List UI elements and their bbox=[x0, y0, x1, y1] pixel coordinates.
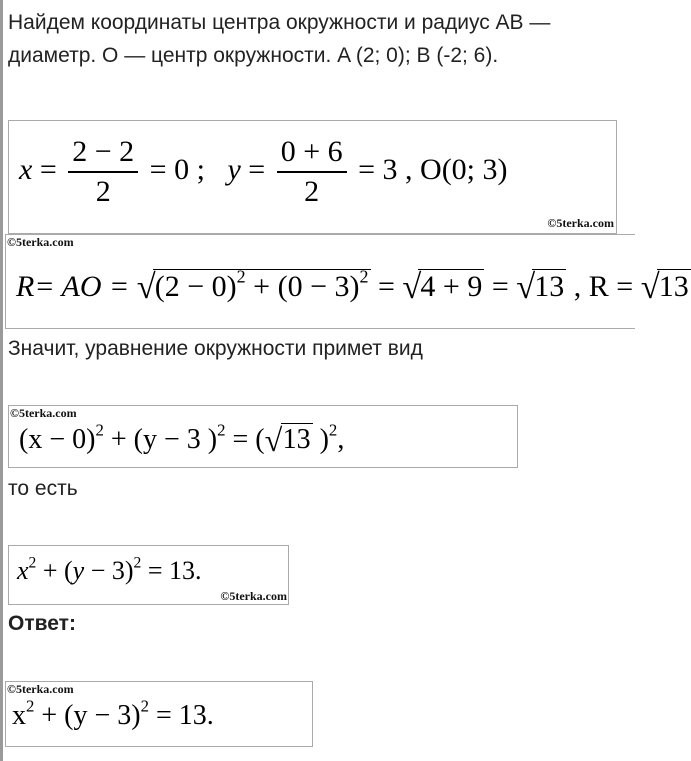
intro-text: Найдем координаты центра окружности и радиус AB — диаметр. O — центр окружности. A (2; 0); B (-2; 6). bbox=[8, 11, 551, 67]
x-term: (x − 0) bbox=[19, 424, 96, 455]
sqrt-thirteen: √ 13 bbox=[264, 421, 311, 458]
y-numerator: 0 + 6 bbox=[280, 135, 343, 168]
radius-formula bbox=[16, 266, 691, 306]
y-result: = 3 , O(0; 3) bbox=[358, 152, 508, 186]
equation-image-center bbox=[8, 120, 617, 234]
circle-equation bbox=[19, 420, 345, 458]
term-a: (2 − 0) bbox=[154, 270, 237, 303]
exponent: 2 bbox=[359, 266, 369, 287]
radical-sign: √ bbox=[402, 267, 422, 306]
result: = 13. bbox=[149, 700, 214, 731]
exponent: 2 bbox=[140, 696, 150, 716]
y-variable: y bbox=[72, 556, 85, 585]
exponent: 2 bbox=[133, 554, 142, 572]
x-numerator: 2 − 2 bbox=[72, 135, 135, 168]
watermark: ©5terka.com bbox=[7, 682, 74, 696]
sqrt-sum: √ 4 + 9 bbox=[402, 267, 483, 306]
radical-sign: √ bbox=[264, 421, 283, 458]
radical-sign: √ bbox=[640, 267, 660, 306]
minus-three: − 3) bbox=[84, 556, 134, 585]
exponent: 2 bbox=[28, 554, 37, 572]
equals: = bbox=[491, 270, 509, 303]
exponent: 2 bbox=[328, 420, 338, 440]
y-variable: y bbox=[227, 152, 241, 186]
left-edge-bar bbox=[0, 0, 3, 761]
x-variable: x bbox=[12, 700, 26, 731]
then-text: Значит, уравнение окружности примет вид bbox=[8, 337, 423, 360]
equation-image-radius bbox=[5, 234, 689, 329]
x-variable: x bbox=[17, 556, 29, 585]
plus-paren: + ( bbox=[36, 556, 73, 585]
watermark: ©5terka.com bbox=[547, 216, 614, 230]
equation-image-circle bbox=[8, 405, 518, 468]
y-term: + (y − 3) bbox=[34, 700, 141, 731]
close-paren: ) bbox=[312, 424, 329, 455]
center-coordinates-formula: x = $\frac{2 - 2}{2}$ = 0 ; y = $\frac{0 + 6}{2}$ = 3 , O(0; 3) bbox=[19, 135, 508, 208]
answer-equation bbox=[12, 696, 214, 732]
y-fraction bbox=[277, 135, 347, 209]
sqrt-thirteen: √ 13 bbox=[516, 267, 565, 306]
sqrt-distance bbox=[136, 266, 371, 306]
x-denominator: 2 bbox=[68, 171, 138, 209]
radius-tail: , R = bbox=[573, 270, 634, 303]
exponent: 2 bbox=[217, 420, 226, 440]
equation-image-answer bbox=[5, 681, 313, 747]
exponent: 2 bbox=[236, 266, 246, 287]
equals: = bbox=[378, 270, 395, 303]
watermark: ©5terka.com bbox=[10, 406, 77, 420]
x-result: = 0 ; bbox=[149, 152, 205, 186]
y-term: + (y − 3 ) bbox=[103, 424, 218, 455]
x-variable: x bbox=[19, 152, 33, 186]
sqrt-result: √ 13 bbox=[640, 267, 689, 306]
radical-sign: √ bbox=[516, 267, 536, 306]
that-is-text: то есть bbox=[8, 477, 78, 500]
equals: = ( bbox=[225, 424, 265, 455]
exponent: 2 bbox=[95, 420, 104, 440]
watermark: ©5terka.com bbox=[220, 589, 287, 603]
comma: , bbox=[337, 424, 345, 455]
watermark: ©5terka.com bbox=[7, 235, 74, 249]
x-fraction bbox=[68, 135, 138, 209]
y-denominator: 2 bbox=[277, 171, 347, 209]
answer-label: Ответ: bbox=[8, 612, 76, 635]
term-b: + (0 − 3) bbox=[245, 270, 360, 303]
radius-lhs: R= AO = bbox=[16, 270, 130, 303]
exponent: 2 bbox=[26, 696, 35, 716]
result: = 13. bbox=[141, 556, 202, 585]
equation-image-simplified bbox=[8, 545, 289, 605]
simplified-equation bbox=[17, 556, 202, 586]
radical-sign: √ bbox=[136, 267, 156, 306]
